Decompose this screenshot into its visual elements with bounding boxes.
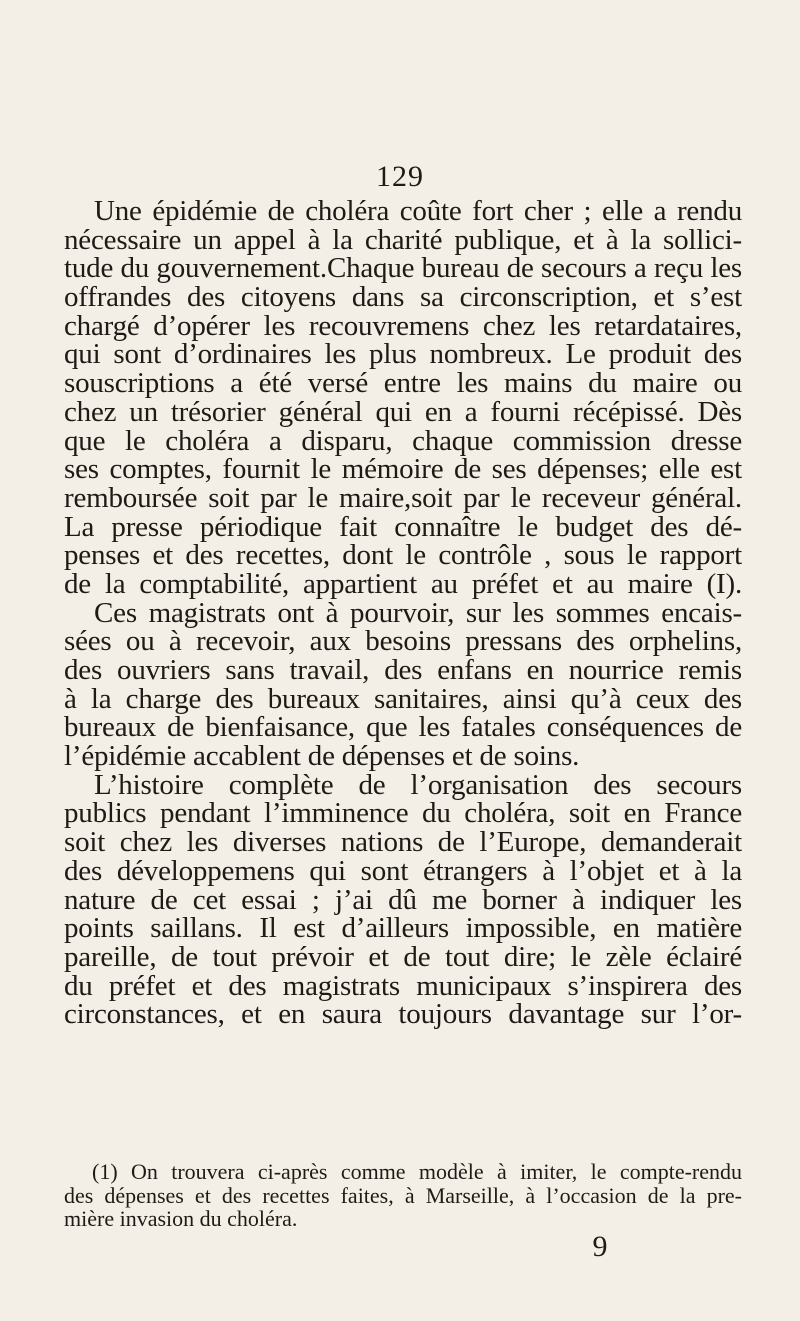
- signature-mark: 9: [592, 1230, 608, 1263]
- text-line: qui sont d’ordinaires les plus nombreux. Le produit des: [64, 338, 742, 371]
- footnote-line: des dépenses et des recettes faites, à Marseille, à l’occasion de la pre-: [64, 1182, 742, 1208]
- text-line: souscriptions a été versé entre les mains du maire ou: [64, 367, 742, 400]
- text-line: chargé d’opérer les recouvremens chez les retardataires,: [64, 309, 742, 342]
- text-line: Ces magistrats ont à pourvoir, sur les sommes encais-: [94, 596, 742, 629]
- text-line: que le choléra a disparu, chaque commission dresse: [64, 424, 742, 457]
- text-line: nature de cet essai ; j’ai dû me borner à indiquer les: [64, 883, 742, 916]
- text-line: à la charge des bureaux sanitaires, ainsi qu’à ceux des: [64, 682, 742, 715]
- text-line: soit chez les diverses nations de l’Europe, demanderait: [64, 826, 742, 859]
- text-line: pareille, de tout prévoir et de tout dire; le zèle éclairé: [64, 940, 742, 973]
- text-line: chez un trésorier général qui en a fourni récépissé. Dès: [64, 395, 742, 428]
- text-line: tude du gouvernement.Chaque bureau de secours a reçu les: [64, 252, 742, 285]
- body-text: [64, 197, 742, 1029]
- text-line: points saillans. Il est d’ailleurs impossible, en matière: [64, 912, 742, 945]
- footnote-line: (1) On trouvera ci-après comme modèle à imiter, le compte-rendu: [92, 1159, 742, 1184]
- text-line: offrandes des citoyens dans sa circonscription, et s’est: [64, 281, 742, 314]
- text-line: sées ou à recevoir, aux besoins pressans des orphelins,: [64, 625, 742, 658]
- page-number: 129: [376, 160, 424, 193]
- text-line: bureaux de bienfaisance, que les fatales conséquences de: [64, 711, 742, 744]
- text-line: penses et des recettes, dont le contrôle , sous le rapport: [64, 539, 742, 572]
- footnote: [64, 1160, 742, 1231]
- text-line: des développemens qui sont étrangers à l’objet et à la: [64, 854, 742, 887]
- text-line: du préfet et des magistrats municipaux s’inspirera des: [64, 969, 742, 1002]
- text-line: L’histoire complète de l’organisation des secours: [94, 768, 742, 801]
- text-line: La presse périodique fait connaître le budget des dé-: [64, 510, 742, 543]
- text-line: publics pendant l’imminence du choléra, soit en France: [64, 797, 742, 830]
- text-line: circonstances, et en saura toujours davantage sur l’or-: [64, 998, 742, 1031]
- text-line: l’épidémie accablent de dépenses et de soins.: [64, 740, 580, 773]
- text-line: Une épidémie de choléra coûte fort cher ; elle a rendu: [94, 195, 742, 227]
- text-line: remboursée soit par le maire,soit par le receveur général.: [64, 481, 742, 514]
- text-line: nécessaire un appel à la charité publique, et à la sollici-: [64, 223, 742, 256]
- text-line: ses comptes, fournit le mémoire de ses dépenses; elle est: [64, 453, 742, 486]
- text-line: des ouvriers sans travail, des enfans en nourrice remis: [64, 654, 742, 686]
- text-line: de la comptabilité, appartient au préfet et au maire (I).: [64, 567, 742, 600]
- footnote-line: mière invasion du choléra.: [64, 1206, 298, 1231]
